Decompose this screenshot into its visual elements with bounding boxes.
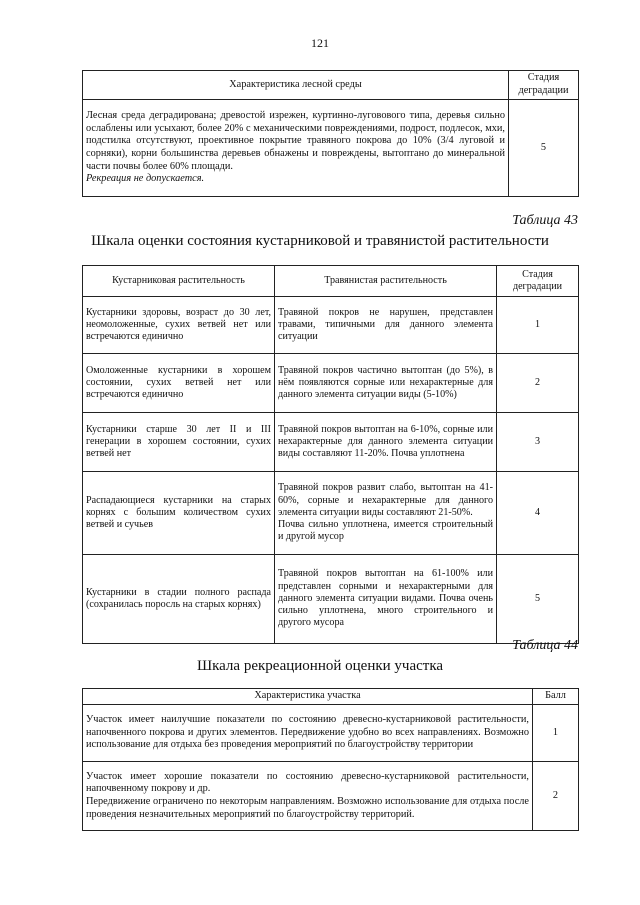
grass-cell	[275, 472, 497, 555]
characteristic-text: Участок имеет хорошие показатели по состоянию древесно-кустарниковой растительности, напочвенному покрову и др.	[86, 770, 529, 795]
characteristic-cell: Участок имеет наилучшие показатели по состоянию древесно-кустарниковой растительности, напочвенного покрова и других элементов. Передвижение удобно во всех направлениях. Возможно использование для отдыха без проведения мероприятий по благоустройству территории	[83, 705, 533, 762]
stage-cell: 5	[497, 555, 579, 644]
table-44-caption: Таблица 44	[512, 638, 578, 653]
page-number: 121	[311, 36, 329, 50]
table-header-row	[83, 71, 579, 100]
grass-cell: Травяной покров вытоптан на 6-10%, сорные или нехарактерные для данного элемента ситуации виды составляют 11-20%. Почва уплотнена	[275, 413, 497, 472]
column-header-stage: Стадия деградации	[509, 71, 579, 100]
table-row	[83, 555, 579, 644]
table-header-row	[83, 689, 579, 705]
table-row	[83, 297, 579, 354]
table-row	[83, 100, 579, 197]
characteristic-cell	[83, 762, 533, 831]
table-43-title: Шкала оценки состояния кустарниковой и травянистой растительности	[91, 233, 549, 249]
table-row	[83, 762, 579, 831]
column-header-characteristic: Характеристика участка	[83, 689, 533, 705]
column-header-stage: Стадия деградации	[497, 266, 579, 297]
column-header-characteristic: Характеристика лесной среды	[83, 71, 509, 100]
grass-cell: Травяной покров частично вытоптан (до 5%), в нём появляются сорные или нехарактерные для данного элемента ситуации виды (5-10%)	[275, 354, 497, 413]
column-header-shrub: Кустарниковая растительность	[83, 266, 275, 297]
stage-cell: 3	[497, 413, 579, 472]
shrub-cell: Распадающиеся кустарники на старых корнях с большим количеством сухих ветвей и сучьев	[83, 472, 275, 555]
grass-cell: Травяной покров вытоптан на 61-100% или представлен сорными и нехарактерными для данного элемента ситуации видами. Почва очень сильно уплотнена, много строительного и другого мусора	[275, 555, 497, 644]
table-header-row	[83, 266, 579, 297]
grass-cell: Травяной покров не нарушен, представлен травами, типичными для данного элемента ситуации	[275, 297, 497, 354]
score-cell: 2	[533, 762, 579, 831]
table-row	[83, 413, 579, 472]
stage-cell: 1	[497, 297, 579, 354]
shrub-cell: Омоложенные кустарники в хорошем состоянии, сухих ветвей нет или встречаются единично	[83, 354, 275, 413]
grass-text-continued: Почва сильно уплотнена, имеется строительный и другой мусор	[278, 519, 493, 543]
forest-degradation-table	[82, 70, 579, 197]
shrub-cell: Кустарники в стадии полного распада (сохранилась поросль на старых корнях)	[83, 555, 275, 644]
forest-characteristic-text: Лесная среда деградирована; древостой изрежен, куртинно-луговового типа, деревья сильно ослаблены или усыхают, более 20% с механическими повреждениями, подрост, подлесок, мхи, подстилка отсутствуют, проективное покрытие травяного покрова до 10% (3/4 луговой и сорняки), корни большинства деревьев обнажены и повреждены, вытоптано до минеральной части почвы более 60% площади.	[86, 110, 505, 172]
table-44-title: Шкала рекреационной оценки участка	[196, 658, 444, 674]
score-cell: 1	[533, 705, 579, 762]
recreation-score-table	[82, 688, 579, 831]
stage-cell: 5	[509, 100, 579, 197]
column-header-grass: Травянистая растительность	[275, 266, 497, 297]
table-row	[83, 472, 579, 555]
recreation-note: Рекреация не допускается.	[86, 173, 205, 185]
grass-text: Травяной покров развит слабо, вытоптан на 41-60%, сорные и нехарактерные для данного элемента ситуации виды составляют 21-50%.	[278, 482, 493, 518]
stage-cell: 2	[497, 354, 579, 413]
table-43-caption: Таблица 43	[512, 213, 578, 228]
stage-cell: 4	[497, 472, 579, 555]
table-row	[83, 705, 579, 762]
column-header-score: Балл	[533, 689, 579, 705]
shrub-cell: Кустарники здоровы, возраст до 30 лет, неомоложенные, сухих ветвей нет или встречаются единично	[83, 297, 275, 354]
table-row	[83, 354, 579, 413]
shrub-grass-table	[82, 265, 579, 644]
forest-characteristic-cell	[83, 100, 509, 197]
characteristic-text-continued: Передвижение ограничено по некоторым направлениям. Возможно использование для отдыха после проведения незначительных мероприятий по благоустройству территорий.	[86, 796, 529, 820]
shrub-cell: Кустарники старше 30 лет II и III генерации в хорошем состоянии, сухих ветвей нет	[83, 413, 275, 472]
